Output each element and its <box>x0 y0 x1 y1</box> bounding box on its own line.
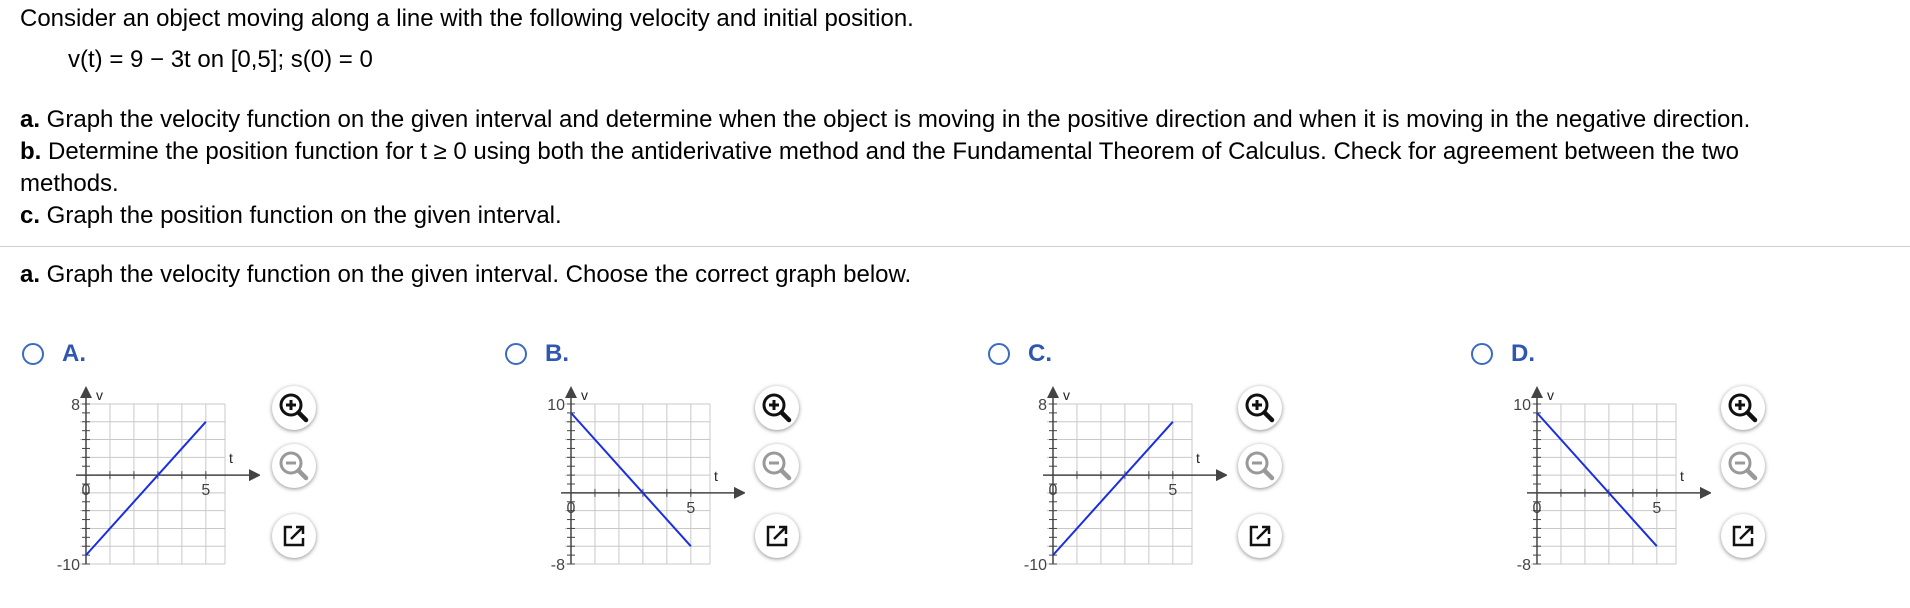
zoom-out-button[interactable] <box>755 444 799 488</box>
option-c-graph <box>997 380 1227 580</box>
question-text <box>20 261 911 289</box>
pop-out-icon <box>1238 514 1282 558</box>
x-origin-label: 0 <box>1532 499 1542 517</box>
y-axis-label: v <box>1062 387 1070 403</box>
part-b-continued: methods. <box>20 170 119 197</box>
velocity-line <box>1053 422 1173 555</box>
part-b-text <box>20 138 1739 166</box>
section-divider <box>0 246 1910 247</box>
part-b-label: b. <box>20 138 42 165</box>
zoom-in-button[interactable] <box>1721 386 1765 430</box>
velocity-line <box>1537 413 1657 546</box>
x-origin-label: 0 <box>1048 482 1058 500</box>
y-axis-label: v <box>95 387 103 403</box>
y-axis-arrow <box>565 386 577 398</box>
option-d-tools <box>1719 380 1769 580</box>
x-axis-label: t <box>1680 467 1684 484</box>
pop-out-icon <box>755 514 799 558</box>
x-axis-label: t <box>714 467 718 484</box>
y-max-label: 8 <box>1038 397 1047 414</box>
pop-out-icon <box>1721 514 1765 558</box>
pop-out-button[interactable] <box>755 514 799 558</box>
option-a-graph <box>30 380 260 580</box>
x-axis-arrow <box>734 487 745 499</box>
option-b-graph <box>515 380 745 580</box>
option-b-radio[interactable] <box>505 343 527 365</box>
pop-out-button[interactable] <box>1238 514 1282 558</box>
option-a-radio[interactable] <box>22 343 44 365</box>
zoom-in-button[interactable] <box>1238 386 1282 430</box>
y-min-label: -10 <box>56 557 80 574</box>
x-axis-label: t <box>1196 450 1200 467</box>
zoom-out-icon <box>1238 444 1282 488</box>
x-axis-arrow <box>1216 469 1227 481</box>
part-c-label: c. <box>20 202 41 229</box>
zoom-in-icon <box>1238 386 1282 430</box>
option-d-letter: D. <box>1511 340 1535 367</box>
option-a-tools <box>270 380 320 580</box>
zoom-out-icon <box>1721 444 1765 488</box>
zoom-out-icon <box>755 444 799 488</box>
y-axis-arrow <box>80 386 92 398</box>
pop-out-button[interactable] <box>272 514 316 558</box>
option-c-letter: C. <box>1028 340 1052 367</box>
velocity-line <box>571 413 691 546</box>
option-d-radio[interactable] <box>1471 343 1493 365</box>
y-max-label: 10 <box>547 397 565 414</box>
zoom-out-button[interactable] <box>272 444 316 488</box>
pop-out-button[interactable] <box>1721 514 1765 558</box>
question-label: a. <box>20 261 41 288</box>
zoom-in-button[interactable] <box>755 386 799 430</box>
equation-text: v(t) = 9 − 3t on [0,5]; s(0) = 0 <box>68 46 373 73</box>
part-a-text <box>20 106 1750 134</box>
y-min-label: -8 <box>1516 557 1531 574</box>
part-c-text <box>20 202 562 230</box>
y-min-label: -8 <box>550 557 565 574</box>
x-axis-label: t <box>229 450 233 467</box>
option-c-tools <box>1236 380 1286 580</box>
x-origin-label: 0 <box>566 499 576 517</box>
x-axis-arrow <box>1700 487 1711 499</box>
part-b-body: Determine the position function for t ≥ 0 using both the antiderivative method and the Fundamental Theorem of Calculus. Check for agreement between the two <box>41 138 1740 165</box>
question-body: Graph the velocity function on the given interval. Choose the correct graph below. <box>40 261 912 288</box>
y-axis-label: v <box>1546 387 1554 403</box>
x-tick-label: 5 <box>1168 482 1178 500</box>
zoom-out-icon <box>272 444 316 488</box>
option-d-graph <box>1481 380 1711 580</box>
part-c-body: Graph the position function on the given interval. <box>40 202 562 229</box>
option-c-radio[interactable] <box>988 343 1010 365</box>
x-tick-label: 5 <box>1652 499 1662 517</box>
part-a-body: Graph the velocity function on the given interval and determine when the object is moving in the positive direction and when it is moving in the negative direction. <box>40 106 1751 133</box>
x-axis-arrow <box>249 469 260 481</box>
y-max-label: 8 <box>71 397 80 414</box>
zoom-out-button[interactable] <box>1721 444 1765 488</box>
velocity-line <box>86 422 206 555</box>
pop-out-icon <box>272 514 316 558</box>
zoom-in-icon <box>272 386 316 430</box>
x-tick-label: 5 <box>201 482 211 500</box>
zoom-out-button[interactable] <box>1238 444 1282 488</box>
part-a-label: a. <box>20 106 41 133</box>
y-axis-label: v <box>580 387 588 403</box>
zoom-in-icon <box>755 386 799 430</box>
option-b-tools <box>753 380 803 580</box>
y-axis-arrow <box>1531 386 1543 398</box>
y-min-label: -10 <box>1023 557 1047 574</box>
option-b-letter: B. <box>545 340 569 367</box>
zoom-in-button[interactable] <box>272 386 316 430</box>
x-tick-label: 5 <box>686 499 696 517</box>
zoom-in-icon <box>1721 386 1765 430</box>
intro-text: Consider an object moving along a line with the following velocity and initial position. <box>20 5 914 32</box>
y-axis-arrow <box>1047 386 1059 398</box>
option-a-letter: A. <box>62 340 86 367</box>
x-origin-label: 0 <box>81 482 91 500</box>
y-max-label: 10 <box>1513 397 1531 414</box>
